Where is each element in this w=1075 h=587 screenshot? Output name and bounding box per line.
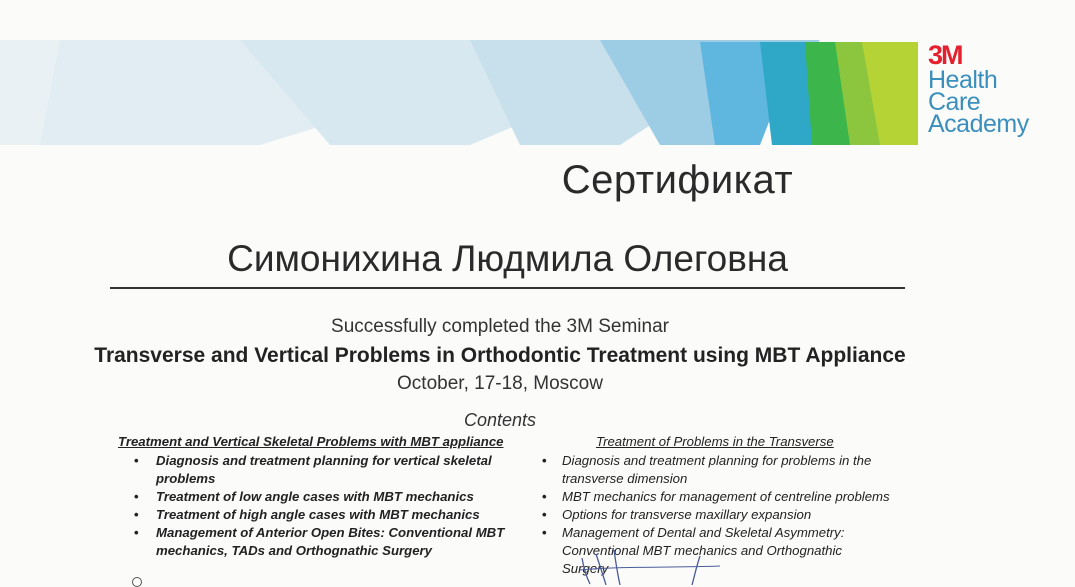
list-item <box>134 488 518 506</box>
list-item <box>134 524 518 560</box>
list-item-text: MBT mechanics for management of centreline problems <box>562 489 890 504</box>
logo-3m-mark: 3M <box>928 40 962 70</box>
list-item <box>542 488 890 506</box>
list-item-text: Diagnosis and treatment planning for problems in the transverse dimension <box>562 453 872 486</box>
bullet-icon: • <box>134 489 139 504</box>
header-banner-graphic <box>0 0 920 145</box>
list-item-text: Treatment of high angle cases with MBT mechanics <box>156 507 480 522</box>
bullet-icon: • <box>542 489 547 504</box>
logo-line-care: Care <box>928 88 981 116</box>
list-item <box>542 452 890 488</box>
right-column-title: Treatment of Problems in the Transverse <box>596 434 834 449</box>
brand-logo <box>928 40 1029 138</box>
contents-heading: Contents <box>463 410 537 430</box>
bullet-icon: • <box>542 453 547 468</box>
bullet-icon: • <box>134 453 139 468</box>
bullet-icon: • <box>134 507 139 522</box>
bullet-icon: • <box>542 507 547 522</box>
logo-line-academy: Academy <box>928 110 1029 138</box>
list-item-text: Options for transverse maxillary expansion <box>562 507 812 522</box>
recipient-name: Симонихина Людмила Олеговна <box>227 238 788 279</box>
recipient-underline <box>110 287 905 289</box>
left-column-list <box>118 452 518 560</box>
list-item-text: Management of Anterior Open Bites: Conventional MBT mechanics, TADs and Orthognathic Surgery <box>156 525 505 558</box>
certificate-title: Сертификат <box>561 158 794 202</box>
bullet-icon: • <box>542 525 547 540</box>
bullet-icon: • <box>134 525 139 540</box>
list-item <box>542 506 890 524</box>
course-title: Transverse and Vertical Problems in Orthodontic Treatment using MBT Appliance <box>94 344 906 367</box>
list-item-text: Diagnosis and treatment planning for vertical skeletal problems <box>156 453 492 486</box>
list-item-text: Management of Dental and Skeletal Asymmetry: Conventional MBT mechanics and Orthognathic Surgery <box>562 525 845 576</box>
left-column-title: Treatment and Vertical Skeletal Problems with MBT appliance <box>118 434 504 449</box>
list-item <box>134 506 518 524</box>
stamp-mark-icon <box>132 577 142 587</box>
contents-left-column <box>118 433 518 560</box>
date-location: October, 17-18, Moscow <box>397 373 603 394</box>
list-item-text: Treatment of low angle cases with MBT mechanics <box>156 489 474 504</box>
completion-statement: Successfully completed the 3M Seminar <box>331 316 669 337</box>
logo-line-health: Health <box>928 66 998 94</box>
signature-icon <box>560 540 740 585</box>
list-item <box>134 452 518 488</box>
